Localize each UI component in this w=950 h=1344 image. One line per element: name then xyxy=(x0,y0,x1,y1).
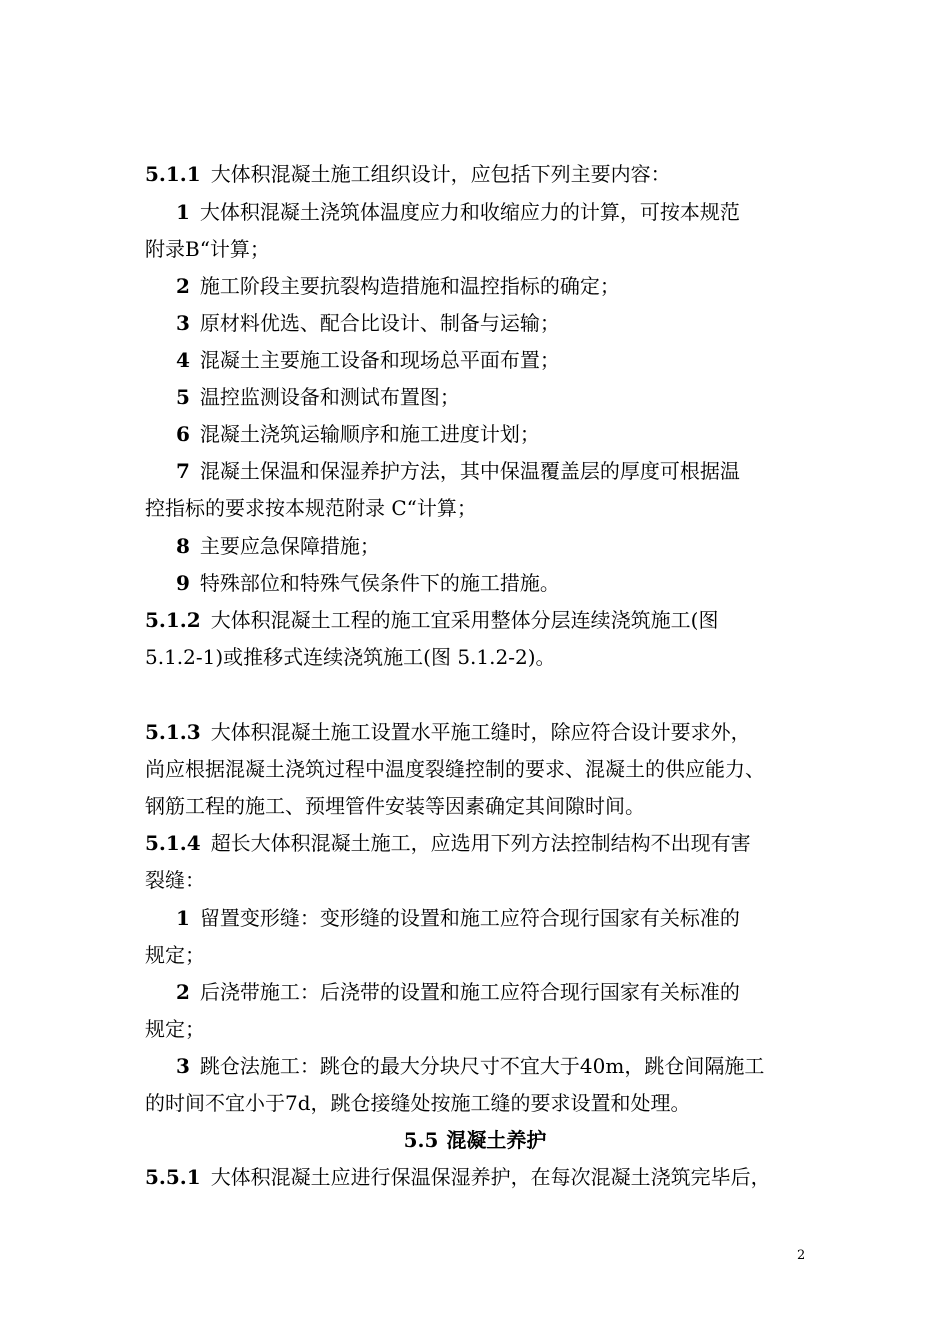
item-3-line xyxy=(176,1054,764,1078)
continuation-line xyxy=(145,794,645,818)
clause-text: 钢筋工程的施工、预埋管件安装等因素确定其间隙时间。 xyxy=(145,794,645,818)
clause-5-1-1-line xyxy=(145,162,671,186)
section-heading xyxy=(0,1128,950,1152)
clause-text: 大体积混凝土施工设置水平施工缝时，除应符合设计要求外， xyxy=(210,720,751,744)
item-text: 大体积混凝土浇筑体温度应力和收缩应力的计算，可按本规范 xyxy=(199,200,740,224)
item-text: 附录B“计算； xyxy=(145,237,270,261)
clause-text: 大体积混凝土工程的施工宜采用整体分层连续浇筑施工(图 xyxy=(210,608,719,632)
item-number: 1 xyxy=(176,200,190,224)
clause-5-1-4-line xyxy=(145,831,751,855)
clause-text: 大体积混凝土施工组织设计，应包括下列主要内容： xyxy=(210,162,671,186)
item-text: 控指标的要求按本规范附录 C“计算； xyxy=(145,496,477,520)
item-text: 的时间不宜小于7d，跳仓接缝处按施工缝的要求设置和处理。 xyxy=(145,1091,691,1115)
continuation-line xyxy=(145,237,270,261)
item-2-line xyxy=(176,980,740,1004)
clause-number: 5.1.4 xyxy=(145,831,201,855)
item-text: 规定； xyxy=(145,1017,205,1041)
item-text: 混凝土主要施工设备和现场总平面布置； xyxy=(199,348,560,372)
item-number: 8 xyxy=(176,534,190,558)
item-1-line xyxy=(176,200,740,224)
item-text: 主要应急保障措施； xyxy=(199,534,380,558)
item-number: 6 xyxy=(176,422,190,446)
continuation-line xyxy=(145,943,205,967)
item-text: 后浇带施工：后浇带的设置和施工应符合现行国家有关标准的 xyxy=(199,980,740,1004)
item-text: 规定； xyxy=(145,943,205,967)
item-8-line xyxy=(176,534,380,558)
clause-text: 尚应根据混凝土浇筑过程中温度裂缝控制的要求、混凝土的供应能力、 xyxy=(145,757,765,781)
clause-text: 大体积混凝土应进行保温保湿养护，在每次混凝土浇筑完毕后， xyxy=(210,1165,771,1189)
item-number: 4 xyxy=(176,348,190,372)
section-title: 混凝土养护 xyxy=(446,1128,547,1152)
item-number: 2 xyxy=(176,980,190,1004)
continuation-line xyxy=(145,645,556,669)
item-1-line xyxy=(176,906,740,930)
clause-number: 5.1.2 xyxy=(145,608,201,632)
item-5-line xyxy=(176,385,460,409)
clause-text: 超长大体积混凝土施工，应选用下列方法控制结构不出现有害 xyxy=(210,831,751,855)
continuation-line xyxy=(145,1017,205,1041)
clause-5-5-1-line xyxy=(145,1165,771,1189)
item-text: 温控监测设备和测试布置图； xyxy=(199,385,460,409)
item-number: 1 xyxy=(176,906,190,930)
item-4-line xyxy=(176,348,560,372)
continuation-line xyxy=(145,496,477,520)
page-number: 2 xyxy=(797,1248,806,1263)
item-number: 3 xyxy=(176,311,190,335)
item-9-line xyxy=(176,571,560,595)
item-text: 施工阶段主要抗裂构造措施和温控指标的确定； xyxy=(199,274,620,298)
item-text: 混凝土保温和保湿养护方法，其中保温覆盖层的厚度可根据温 xyxy=(199,459,740,483)
item-7-line xyxy=(176,459,740,483)
clause-number: 5.5.1 xyxy=(145,1165,201,1189)
clause-number: 5.1.3 xyxy=(145,720,201,744)
clause-number: 5.1.1 xyxy=(145,162,201,186)
clause-text: 裂缝： xyxy=(145,868,205,892)
item-text: 特殊部位和特殊气侯条件下的施工措施。 xyxy=(199,571,560,595)
continuation-line xyxy=(145,868,205,892)
clause-5-1-2-line xyxy=(145,608,719,632)
item-number: 2 xyxy=(176,274,190,298)
item-text: 原材料优选、配合比设计、制备与运输； xyxy=(199,311,560,335)
item-number: 9 xyxy=(176,571,190,595)
continuation-line xyxy=(145,757,765,781)
item-3-line xyxy=(176,311,560,335)
item-2-line xyxy=(176,274,620,298)
item-number: 7 xyxy=(176,459,190,483)
item-text: 混凝土浇筑运输顺序和施工进度计划； xyxy=(199,422,540,446)
section-number: 5.5 xyxy=(403,1128,439,1152)
item-number: 3 xyxy=(176,1054,190,1078)
item-number: 5 xyxy=(176,385,190,409)
clause-5-1-3-line xyxy=(145,720,751,744)
clause-text: 5.1.2-1)或推移式连续浇筑施工(图 5.1.2-2)。 xyxy=(145,645,556,669)
item-text: 留置变形缝：变形缝的设置和施工应符合现行国家有关标准的 xyxy=(199,906,740,930)
continuation-line xyxy=(145,1091,691,1115)
item-6-line xyxy=(176,422,540,446)
item-text: 跳仓法施工：跳仓的最大分块尺寸不宜大于40m，跳仓间隔施工 xyxy=(199,1054,765,1078)
